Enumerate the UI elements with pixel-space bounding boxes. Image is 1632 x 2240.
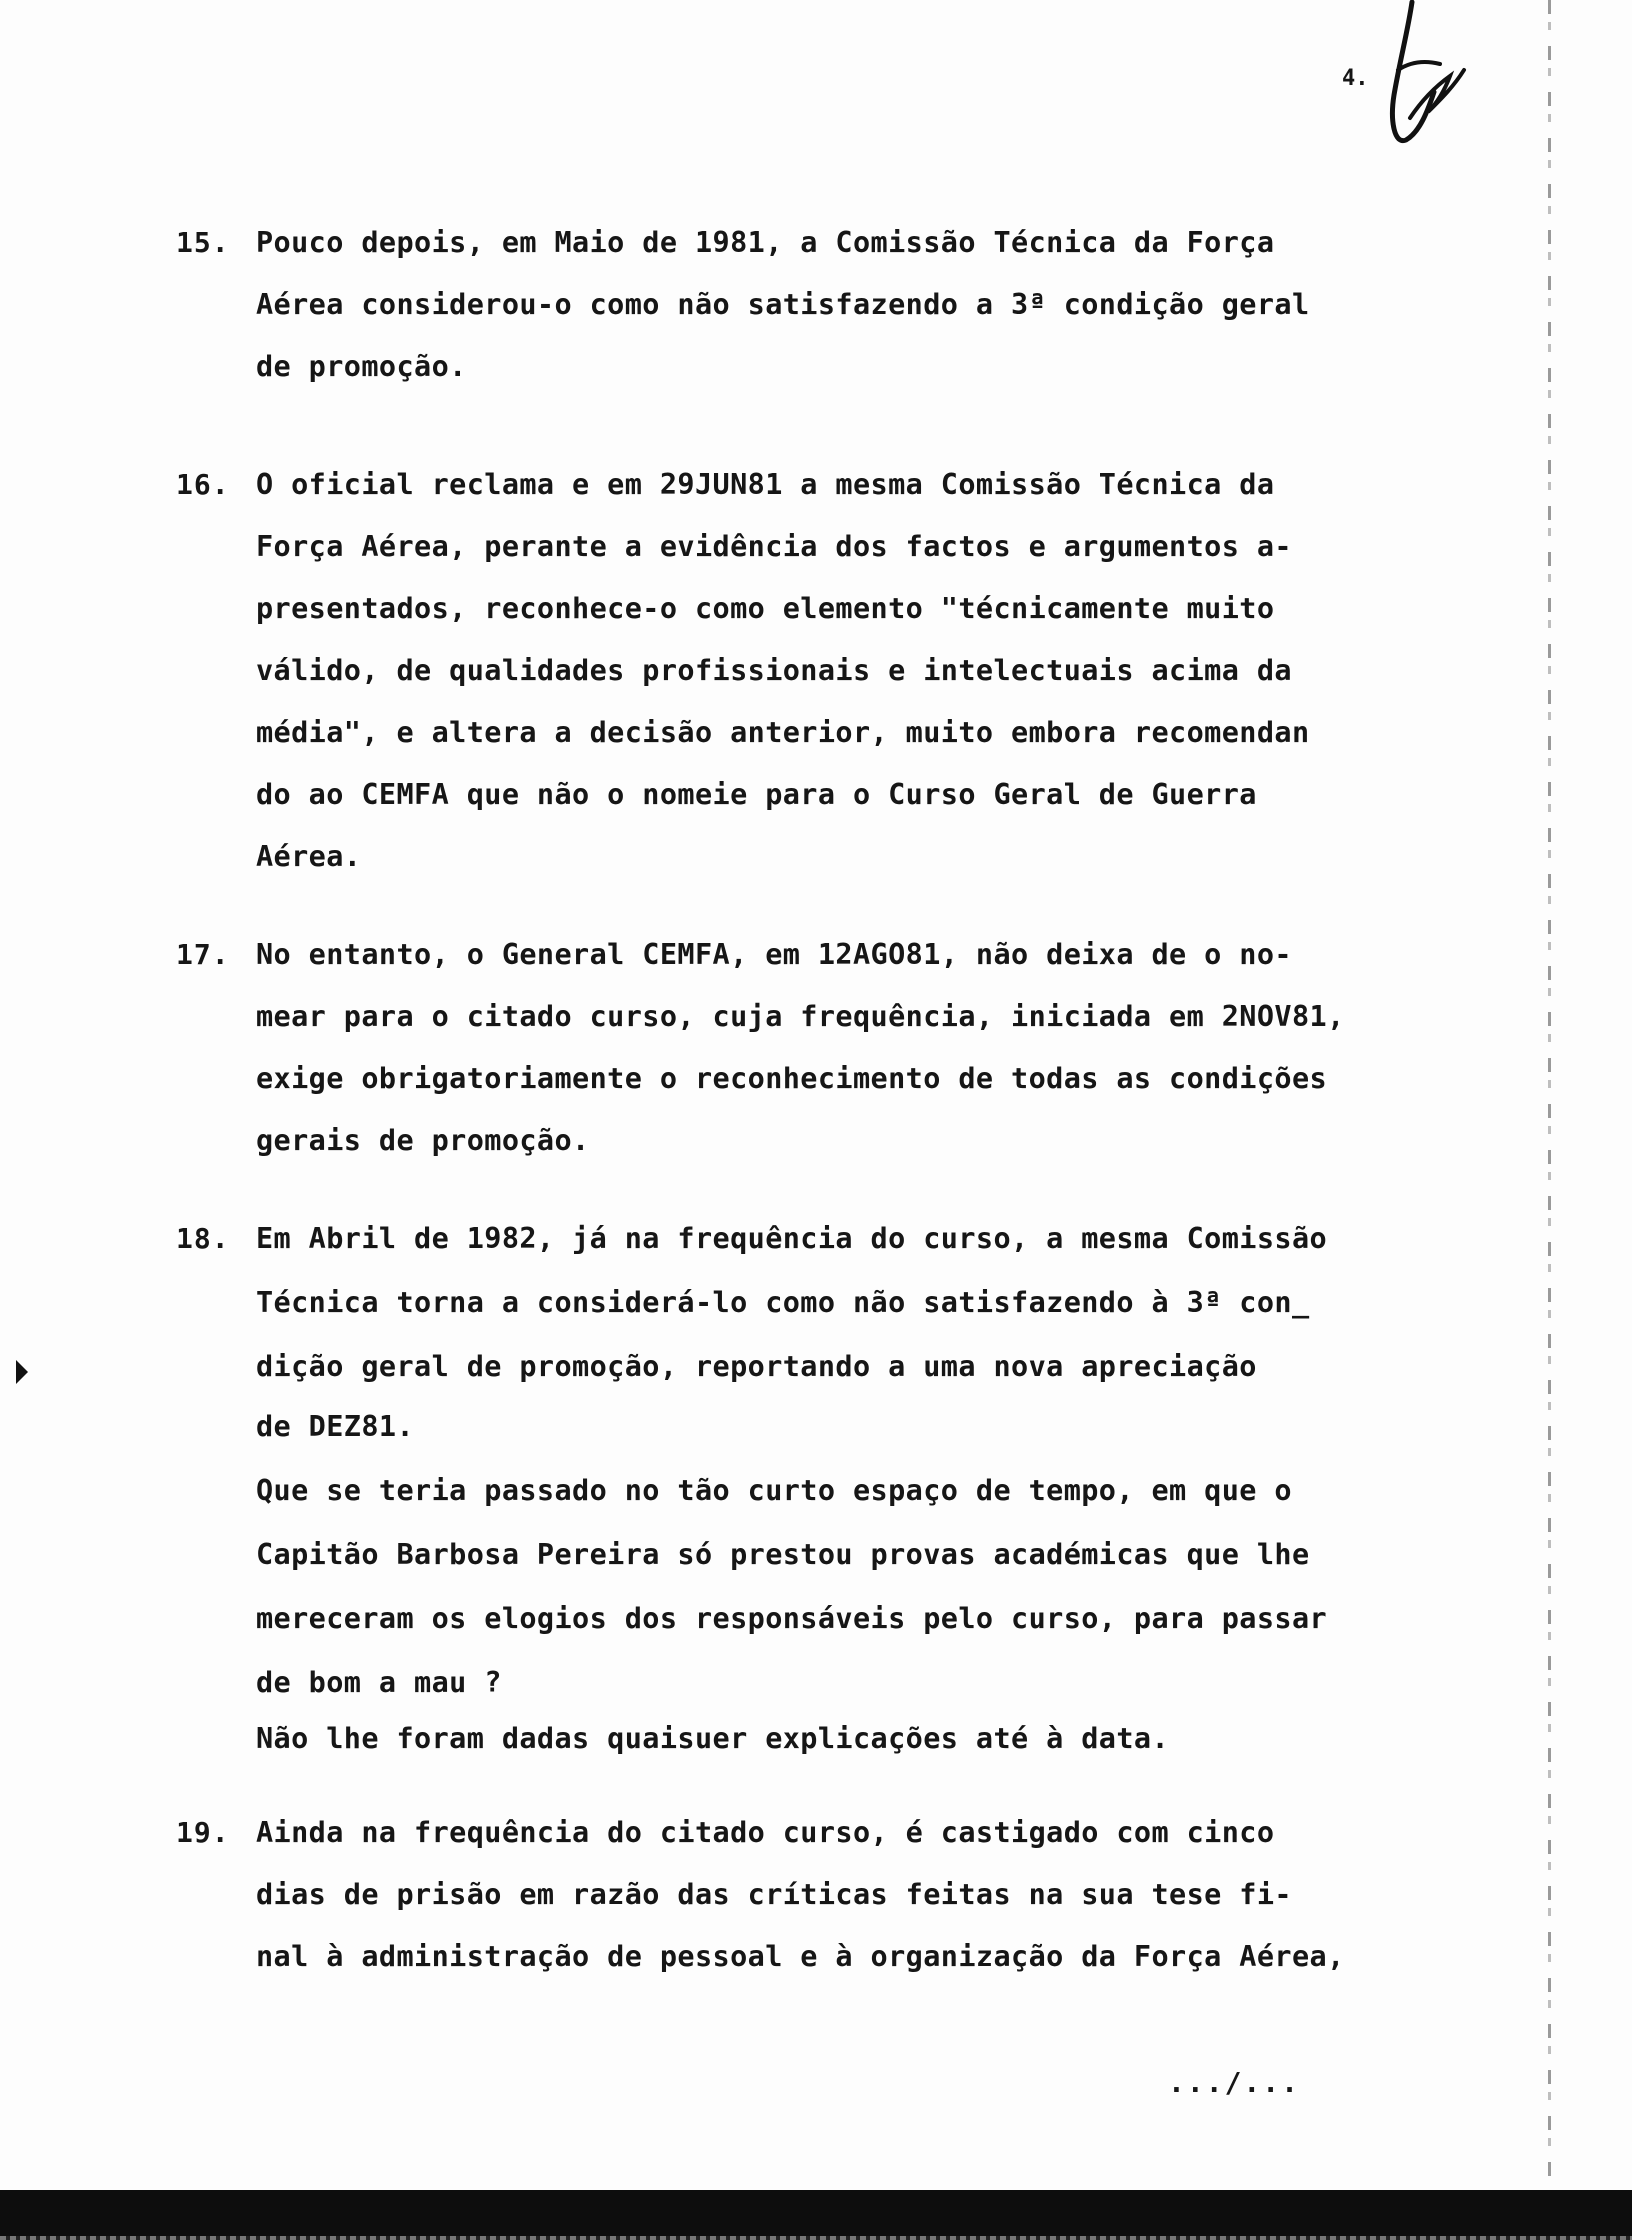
paragraph-line: Que se teria passado no tão curto espaço de tempo, em que o (256, 1474, 1292, 1507)
scan-bottom-bar (0, 2190, 1632, 2240)
paragraph-line: Aérea considerou-o como não satisfazendo a 3ª condição geral (256, 288, 1310, 321)
paragraph-line: de bom a mau ? (256, 1666, 502, 1699)
scan-bottom-edge (0, 2236, 1632, 2240)
paragraph-line: de DEZ81. (256, 1410, 415, 1443)
handwritten-signature (1350, 0, 1470, 160)
paragraph-line: Técnica torna a considerá-lo como não satisfazendo à 3ª con_ (256, 1286, 1310, 1319)
paragraph-line: nal à administração de pessoal e à organização da Força Aérea, (256, 1940, 1345, 1973)
paragraph-line: Pouco depois, em Maio de 1981, a Comissão Técnica da Força (256, 226, 1275, 259)
paragraph-line: do ao CEMFA que não o nomeie para o Curso Geral de Guerra (256, 778, 1257, 811)
paragraph-line: Em Abril de 1982, já na frequência do curso, a mesma Comissão (256, 1222, 1328, 1255)
paragraph-line: dição geral de promoção, reportando a uma nova apreciação (256, 1350, 1257, 1383)
paragraph-number: 19. (176, 1816, 230, 1849)
paragraph-line: exige obrigatoriamente o reconhecimento de todas as condições (256, 1062, 1328, 1095)
paragraph-line: média", e altera a decisão anterior, muito embora recomendan (256, 716, 1310, 749)
paragraph-line: válido, de qualidades profissionais e intelectuais acima da (256, 654, 1292, 687)
page-number: 4. (1342, 66, 1369, 91)
paragraph-line: de promoção. (256, 350, 467, 383)
scan-left-mark (16, 1360, 28, 1384)
paragraph-line: Não lhe foram dadas quaisuer explicações até à data. (256, 1722, 1170, 1755)
paragraph-number: 17. (176, 938, 230, 971)
paragraph-line: mear para o citado curso, cuja frequência, iniciada em 2NOV81, (256, 1000, 1345, 1033)
paragraph-line: dias de prisão em razão das críticas feitas na sua tese fi- (256, 1878, 1292, 1911)
paragraph-number: 15. (176, 226, 230, 259)
paragraph-line: Capitão Barbosa Pereira só prestou provas académicas que lhe (256, 1538, 1310, 1571)
paragraph-line: Aérea. (256, 840, 362, 873)
paragraph-line: Ainda na frequência do citado curso, é castigado com cinco (256, 1816, 1275, 1849)
continuation-mark: .../... (1168, 2066, 1301, 2099)
paragraph-line: No entanto, o General CEMFA, em 12AGO81, não deixa de o no- (256, 938, 1292, 971)
paragraph-number: 16. (176, 468, 230, 501)
paragraph-line: O oficial reclama e em 29JUN81 a mesma Comissão Técnica da (256, 468, 1275, 501)
paragraph-line: presentados, reconhece-o como elemento "técnicamente muito (256, 592, 1275, 625)
paragraph-line: Força Aérea, perante a evidência dos factos e argumentos a- (256, 530, 1292, 563)
paragraph-line: gerais de promoção. (256, 1124, 590, 1157)
scan-right-edge (1548, 0, 1551, 2180)
paragraph-line: mereceram os elogios dos responsáveis pelo curso, para passar (256, 1602, 1328, 1635)
paragraph-number: 18. (176, 1222, 230, 1255)
